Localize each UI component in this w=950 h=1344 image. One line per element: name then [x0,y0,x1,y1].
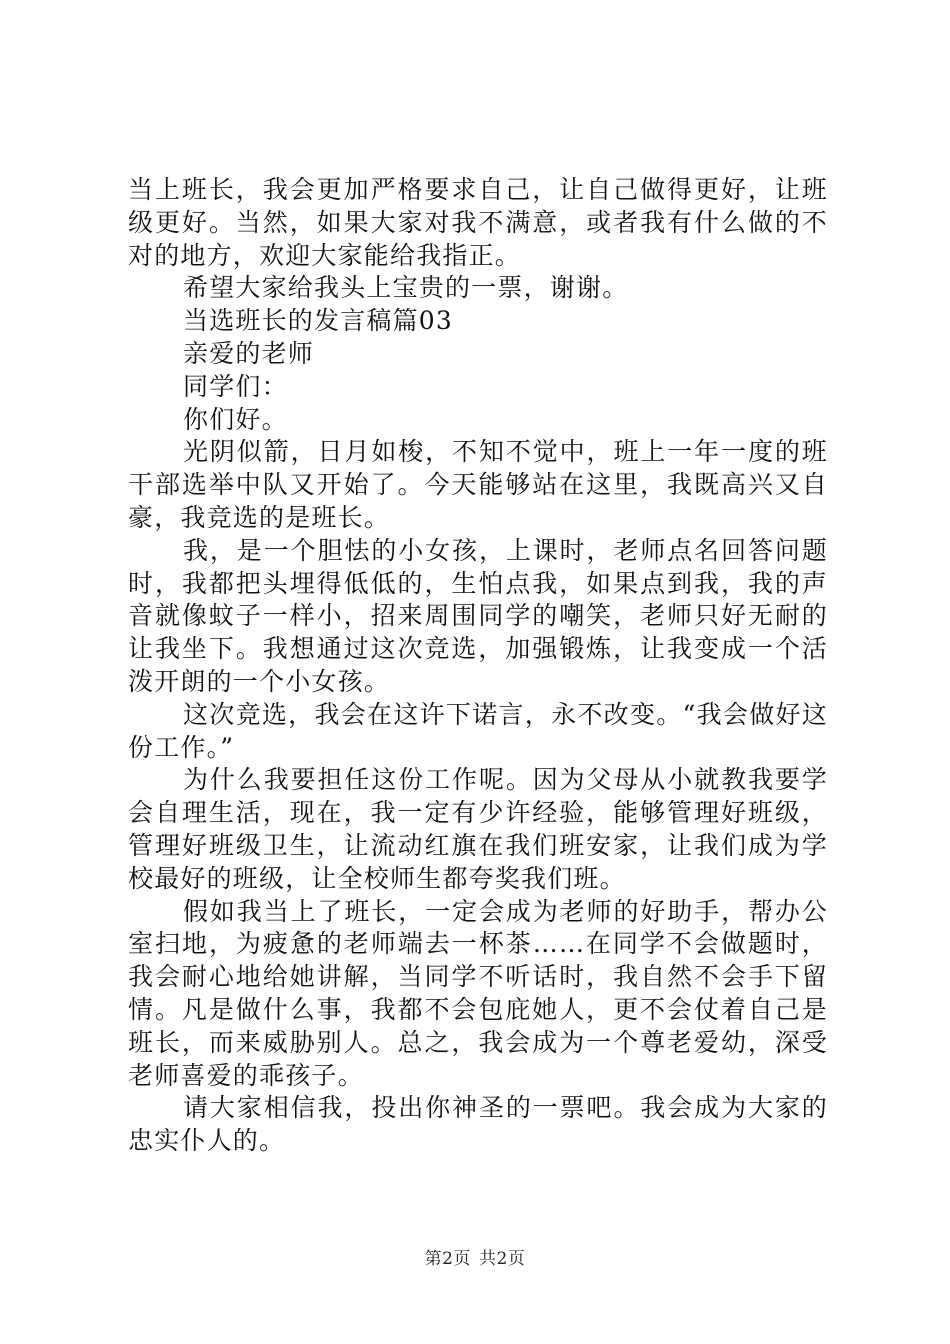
page-number: 第2页 [424,1249,471,1269]
paragraph-reason: 为什么我要担任这份工作呢。因为父母从小就教我要学会自理生活，现在，我一定有少许经验，能够管理好班级，管理好班级卫生，让流动红旗在我们班安家，让我们成为学校最好的班级，让全校师生都夸奖我们班。 [128,765,828,893]
paragraph-1: 当上班长，我会更加严格要求自己，让自己做得更好，让班级更好。当然，如果大家对我不满意，或者我有什么做的不对的地方，欢迎大家能给我指正。 [128,175,828,270]
salutation-classmates: 同学们： [183,371,288,401]
paragraph-closing: 请大家相信我，投出你神圣的一票吧。我会成为大家的忠实仆人的。 [128,1093,828,1156]
section-heading: 当选班长的发言稿篇03 [183,306,454,336]
paragraph-plans: 假如我当上了班长，一定会成为老师的好助手，帮办公室扫地，为疲惫的老师端去一杯茶……在同学不会做题时，我会耐心地给她讲解，当同学不听话时，我自然不会手下留情。凡是做什么事，我都不会包庇她人，更不会仗着自己是班长，而来威胁别人。总之，我会成为一个尊老爱幼，深受老师喜爱的乖孩子。 [128,896,828,1090]
paragraph-2: 希望大家给我头上宝贵的一票，谢谢。 [183,273,629,303]
paragraph-self-description: 我，是一个胆怯的小女孩，上课时，老师点名回答问题时，我都把头埋得低低的，生怕点我，如果点到我，我的声音就像蚊子一样小，招来周围同学的嘲笑，老师只好无耐的让我坐下。我想通过这次竞选，加强锻炼，让我变成一个活泼开朗的一个小女孩。 [128,535,828,696]
page-total: 共2页 [479,1249,526,1269]
paragraph-intro: 光阴似箭，日月如梭，不知不觉中，班上一年一度的班干部选举中队又开始了。今天能够站在这里，我既高兴又自豪，我竞选的是班长。 [128,437,828,532]
page-footer [0,1244,950,1269]
paragraph-promise: 这次竞选，我会在这许下诺言，永不改变。“我会做好这份工作。” [128,699,828,762]
greeting: 你们好。 [183,404,288,434]
document-body [128,174,828,1158]
salutation-teachers: 亲爱的老师 [183,338,315,368]
